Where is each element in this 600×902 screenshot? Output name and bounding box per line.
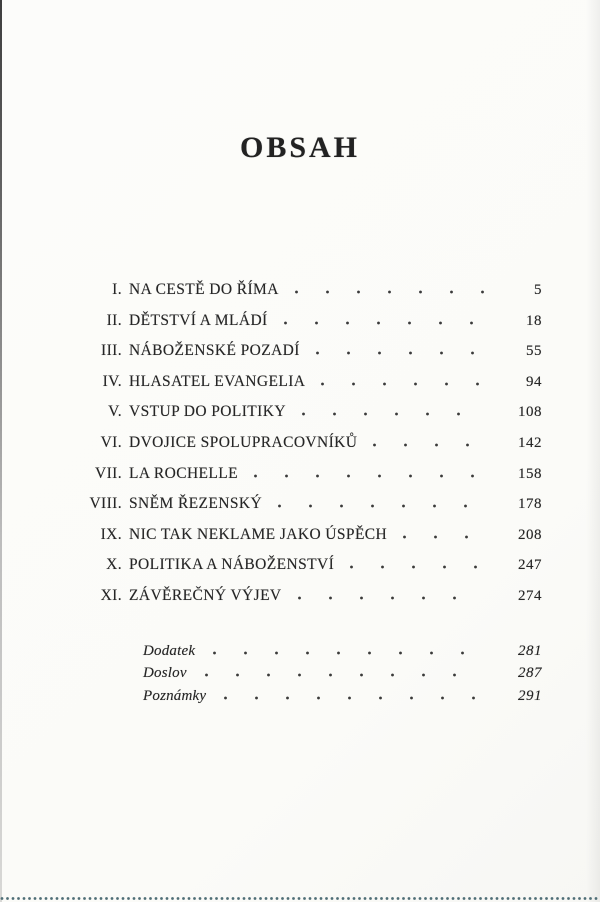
toc-entry [80,526,542,557]
chapter-title: HLASATEL EVANGELIA [129,372,306,390]
dot-leader [278,504,484,508]
dot-leader [213,651,484,655]
chapter-title: VSTUP DO POLITIKY [129,403,286,421]
chapter-number: VII. [95,464,122,482]
chapter-number: VIII. [89,495,122,513]
dot-leader [373,443,484,447]
toc-entry [80,342,542,373]
chapter-title: LA ROCHELLE [129,464,239,482]
chapter-number: VI. [100,433,122,451]
dot-leader [403,535,484,539]
page-number: 291 [518,688,542,705]
toc-entry [80,465,542,496]
scan-shade-right [586,0,600,902]
page-number: 18 [526,312,542,329]
appendix-entry [80,688,542,711]
chapter-number: I. [112,281,122,298]
page-number: 158 [518,465,542,482]
chapter-number: XI. [100,586,122,604]
page-number: 178 [518,496,542,513]
appendix-entry [80,665,542,688]
page-number: 287 [518,665,542,682]
chapter-title: SNĚM ŘEZENSKÝ [129,495,263,513]
dot-leader [298,596,484,600]
chapter-title: POLITIKA A NÁBOŽENSTVÍ [129,556,335,574]
chapter-title: NÁBOŽENSKÉ POZADÍ [129,342,300,360]
page-number: 108 [518,404,542,421]
appendix-title: Doslov [143,665,187,682]
dot-leader [321,382,484,386]
chapter-title: DĚTSTVÍ A MLÁDÍ [129,311,268,329]
chapter-title: NA CESTĚ DO ŘÍMA [129,281,279,298]
dot-leader [350,565,484,569]
appendix-title: Dodatek [143,642,196,659]
dot-leader [224,696,484,700]
chapter-number: IV. [102,372,122,390]
dot-leader [205,673,484,677]
toc-entry [80,312,542,343]
toc-entry [80,587,542,618]
dot-leader [295,290,484,294]
chapter-number: X. [106,556,122,574]
toc-entry [80,403,542,434]
chapter-number: V. [108,403,122,421]
contents-title: OBSAH [239,131,361,164]
dot-leader [284,321,484,325]
chapter-number: IX. [100,525,122,543]
page-number: 142 [518,434,542,451]
chapter-title: NIC TAK NEKLAME JAKO ÚSPĚCH [129,525,388,543]
chapter-title: DVOJICE SPOLUPRACOVNÍKŮ [129,433,358,451]
page-number: 5 [534,282,542,298]
page-number: 274 [518,587,542,604]
page-number: 247 [518,557,542,574]
toc-entry [80,281,542,312]
page-number: 94 [526,373,542,390]
perforation-dots [0,896,600,901]
appendix-title: Poznámky [143,688,207,705]
chapter-number: III. [101,342,122,360]
dot-leader [302,412,484,416]
appendix-section [80,643,542,711]
page-number: 281 [518,642,542,659]
toc-entry [80,556,542,587]
chapter-title: ZÁVĚREČNÝ VÝJEV [129,586,282,604]
appendix-entry [80,643,542,666]
page-number: 208 [518,526,542,543]
dot-leader [254,474,484,478]
toc-entry [80,373,542,404]
scan-edge-left [0,0,2,902]
table-of-contents [80,281,542,711]
page-number: 55 [526,343,542,360]
toc-entry [80,434,542,465]
dot-leader [316,351,484,355]
toc-entry [80,495,542,526]
chapter-number: II. [106,311,122,329]
